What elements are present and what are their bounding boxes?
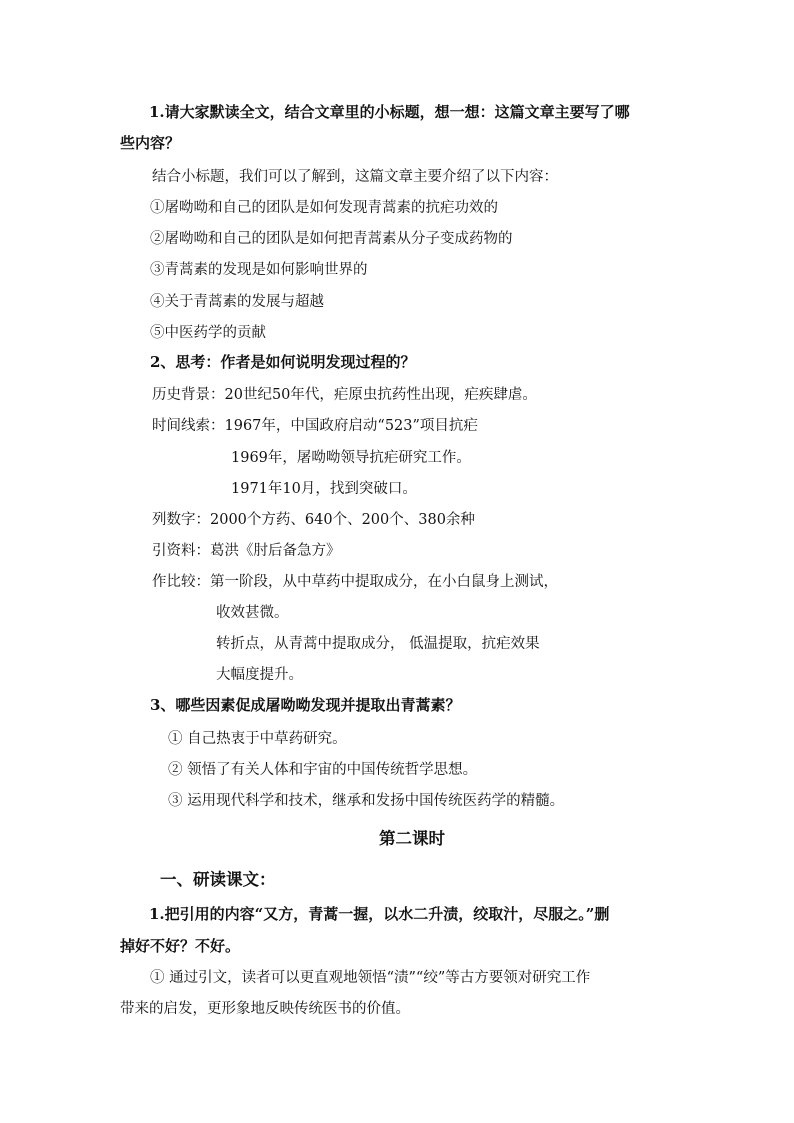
q1-item-4: ④关于青蒿素的发展与超越 xyxy=(150,294,324,310)
q1-item-5: ⑤中医药学的贡献 xyxy=(150,325,266,341)
q1-intro: 结合小标题，我们可以了解到，这篇文章主要介绍了以下内容： xyxy=(152,169,558,185)
q2-title: 2、思考：作者是如何说明发现过程的？ xyxy=(150,353,416,371)
q1-title-line1: 1.请大家默读全文，结合文章里的小标题，想一想：这篇文章主要写了哪 xyxy=(149,103,630,121)
lesson2-q1-line1: 1.把引用的内容“又方，青蒿一握，以水二升渍，绞取汁，尽服之。”删 xyxy=(149,905,610,923)
q2-compare-4: 大幅度提升。 xyxy=(216,667,303,683)
q2-citation: 引资料：葛洪《肘后备急方》 xyxy=(152,543,341,559)
q3-title: 3、哪些因素促成屠呦呦发现并提取出青蒿素？ xyxy=(150,696,461,714)
lesson2-a1-line1: ① 通过引文，读者可以更直观地领悟“渍”“绞”等古方要领对研究工作 xyxy=(150,970,591,986)
q1-item-2: ②屠呦呦和自己的团队是如何把青蒿素从分子变成药物的 xyxy=(150,231,513,247)
q3-item-3: ③ 运用现代科学和技术，继承和发扬中国传统医药学的精髓。 xyxy=(168,793,565,809)
lesson2-q1-line2: 掉好不好？不好。 xyxy=(120,937,241,955)
q2-compare-1: 作比较：第一阶段，从中草药中提取成分，在小白鼠身上测试， xyxy=(152,574,558,590)
q2-numbers: 列数字：2000个方药、640个、200个、380余种 xyxy=(152,512,475,528)
q2-timeline-1: 时间线索：1967年，中国政府启动“523”项目抗疟 xyxy=(152,418,478,434)
q1-title-line2: 些内容？ xyxy=(120,134,181,152)
q1-item-3: ③青蒿素的发现是如何影响世界的 xyxy=(150,262,368,278)
lesson2-a1-line2: 带来的启发，更形象地反映传统医书的价值。 xyxy=(120,1001,410,1017)
q2-background: 历史背景：20世纪50年代，疟原虫抗药性出现，疟疾肆虐。 xyxy=(152,387,537,403)
q3-item-2: ② 领悟了有关人体和宇宙的中国传统哲学思想。 xyxy=(168,762,478,778)
q2-compare-2: 收效甚微。 xyxy=(216,605,289,621)
q1-item-1: ①屠呦呦和自己的团队是如何发现青蒿素的抗疟功效的 xyxy=(150,200,498,216)
q2-timeline-3: 1971年10月，找到突破口。 xyxy=(231,481,417,497)
q2-timeline-2: 1969年，屠呦呦领导抗疟研究工作。 xyxy=(231,450,471,466)
q3-item-1: ① 自己热衷于中草药研究。 xyxy=(168,731,347,747)
q2-compare-3: 转折点，从青蒿中提取成分， 低温提取，抗疟效果 xyxy=(216,636,540,652)
lesson2-section-heading: 一、研读课文： xyxy=(160,870,276,889)
lesson2-title: 第二课时 xyxy=(379,829,445,848)
